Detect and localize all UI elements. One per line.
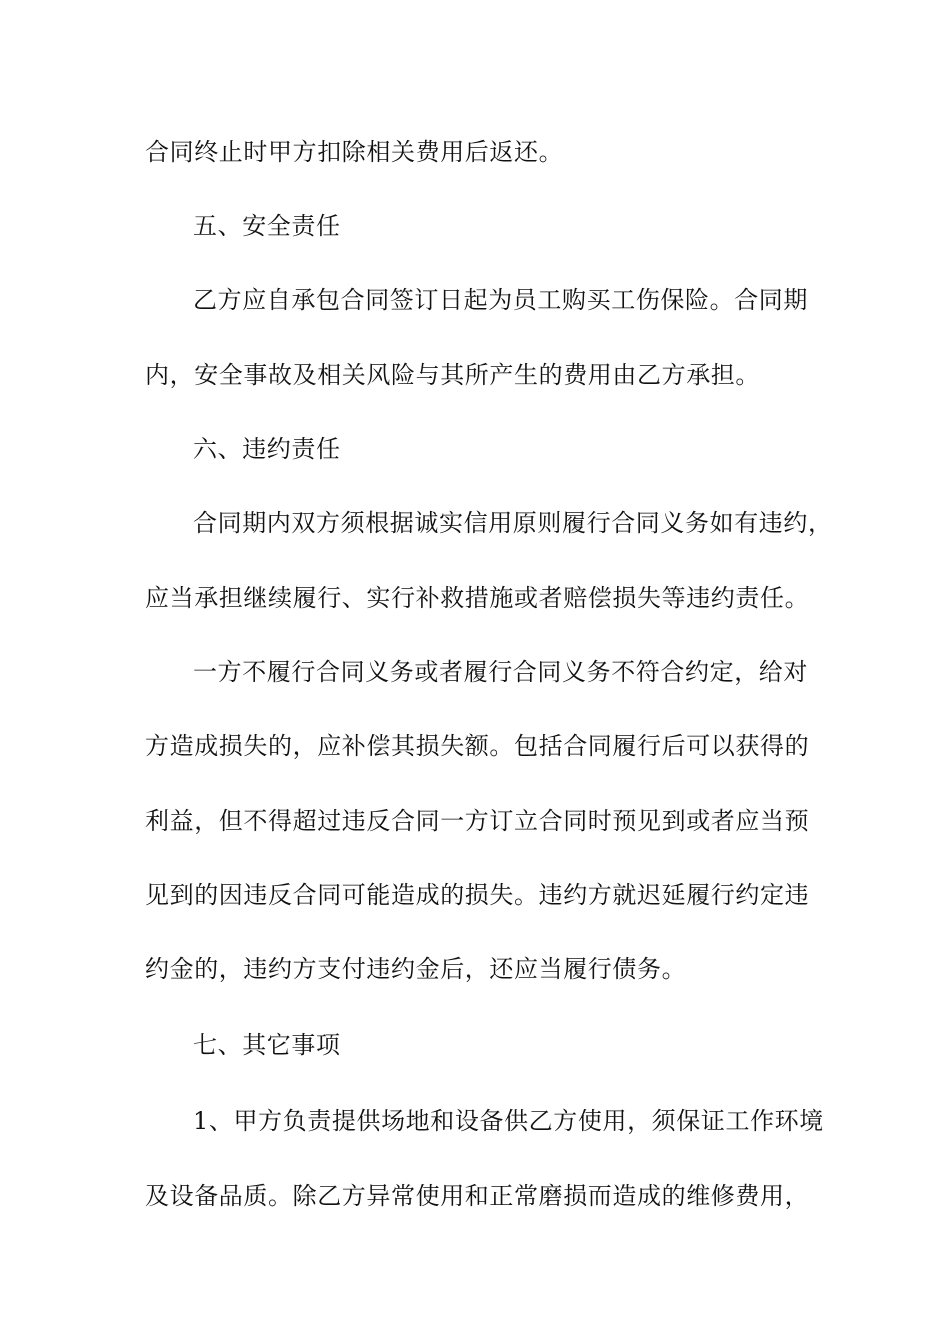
- text-line: 利益，但不得超过违反合同一方订立合同时预见到或者应当预: [145, 807, 810, 835]
- text-line: 方造成损失的，应补偿其损失额。包括合同履行后可以获得的: [145, 732, 810, 760]
- section-heading: 六、违约责任: [193, 435, 341, 463]
- text-line: 内，安全事故及相关风险与其所产生的费用由乙方承担。: [145, 361, 760, 389]
- text-line: 见到的因违反合同可能造成的损失。违约方就迟延履行约定违: [145, 881, 810, 909]
- section-heading: 七、其它事项: [193, 1031, 341, 1059]
- text-line: 1、甲方负责提供场地和设备供乙方使用，须保证工作环境: [193, 1107, 824, 1135]
- text-line: 合同终止时甲方扣除相关费用后返还。: [145, 138, 564, 166]
- text-line: 及设备品质。除乙方异常使用和正常磨损而造成的维修费用，: [145, 1182, 810, 1210]
- text-line: 应当承担继续履行、实行补救措施或者赔偿损失等违约责任。: [145, 584, 810, 612]
- text-line: 约金的，违约方支付违约金后，还应当履行债务。: [145, 955, 687, 983]
- text-line: 一方不履行合同义务或者履行合同义务不符合约定，给对: [193, 658, 808, 686]
- section-heading: 五、安全责任: [193, 212, 341, 240]
- text-line: 合同期内双方须根据诚实信用原则履行合同义务如有违约，: [193, 509, 833, 537]
- text-line: 乙方应自承包合同签订日起为员工购买工伤保险。合同期: [193, 286, 808, 314]
